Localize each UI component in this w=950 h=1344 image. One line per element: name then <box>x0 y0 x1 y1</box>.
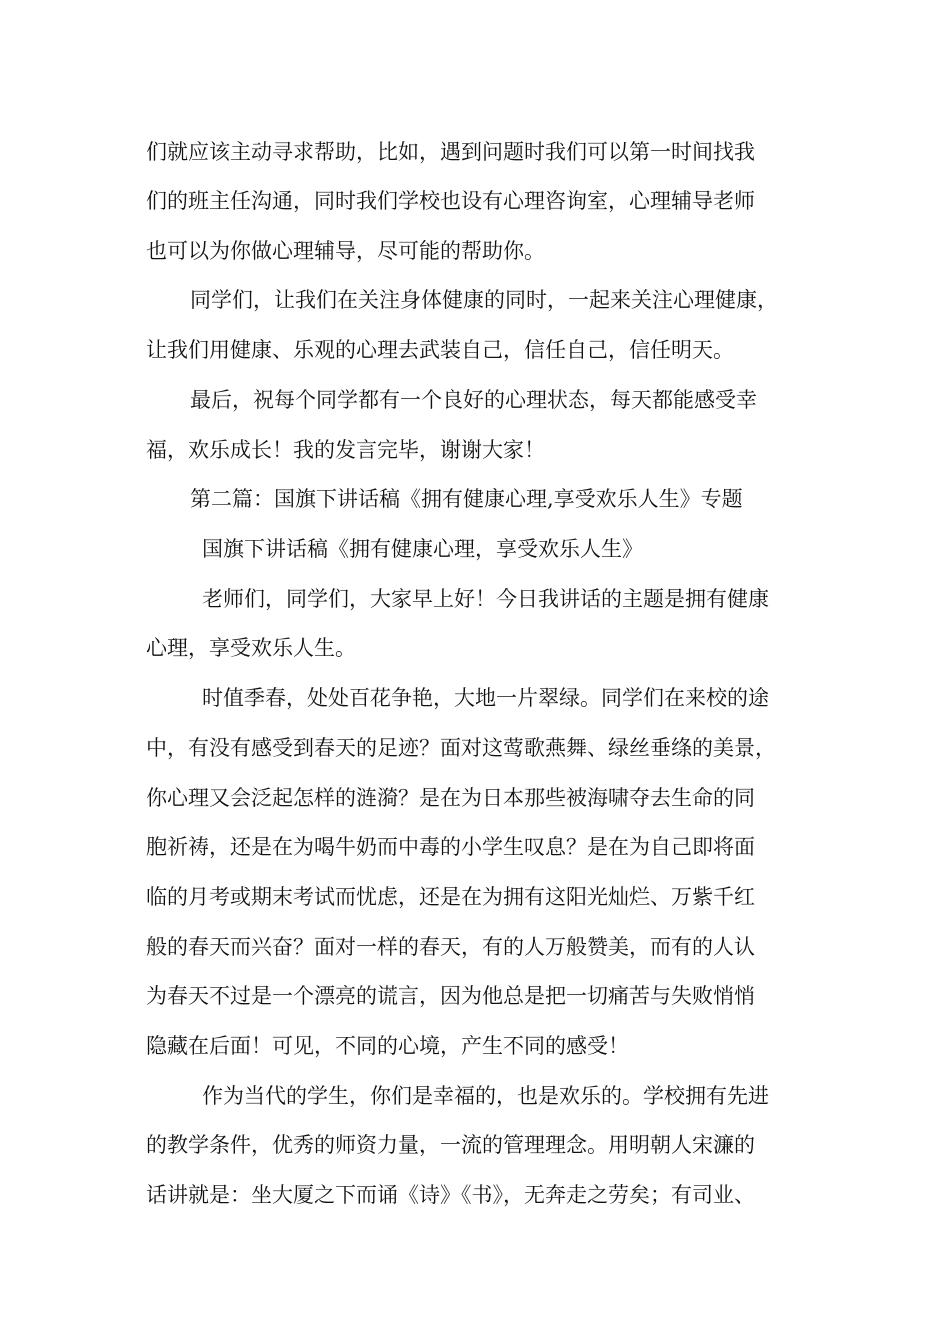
text-line: 临的月考或期末考试而忧虑，还是在为拥有这阳光灿烂、万紫千红 <box>146 885 755 909</box>
text-line: 福，欢乐成长！我的发言完毕，谢谢大家！ <box>146 438 545 462</box>
text-line: 话讲就是：坐大厦之下而诵《诗》《书》，无奔走之劳矣；有司业、 <box>146 1183 755 1207</box>
text-line: 老师们，同学们，大家早上好！今日我讲话的主题是拥有健康 <box>202 587 769 611</box>
text-line: 般的春天而兴奋？面对一样的春天，有的人万般赞美，而有的人认 <box>146 935 755 959</box>
text-line: 中，有没有感受到春天的足迹？面对这莺歌燕舞、绿丝垂绦的美景， <box>146 736 776 760</box>
text-line: 也可以为你做心理辅导，尽可能的帮助你。 <box>146 239 545 263</box>
text-line: 为春天不过是一个漂亮的谎言，因为他总是把一切痛苦与失败悄悄 <box>146 984 755 1008</box>
text-line: 最后，祝每个同学都有一个良好的心理状态，每天都能感受幸 <box>190 388 757 412</box>
text-line: 让我们用健康、乐观的心理去武装自己，信任自己，信任明天。 <box>146 338 734 362</box>
text-line: 们的班主任沟通，同时我们学校也设有心理咨询室，心理辅导老师 <box>146 189 755 213</box>
text-line: 胞祈祷，还是在为喝牛奶而中毒的小学生叹息？是在为自己即将面 <box>146 835 755 859</box>
text-line: 们就应该主动寻求帮助，比如，遇到问题时我们可以第一时间找我 <box>146 140 755 164</box>
text-line: 作为当代的学生，你们是幸福的，也是欢乐的。学校拥有先进 <box>202 1084 769 1108</box>
text-line: 你心理又会泛起怎样的涟漪？是在为日本那些被海啸夺去生命的同 <box>146 786 755 810</box>
section-heading: 第二篇：国旗下讲话稿《拥有健康心理,享受欢乐人生》专题 <box>190 487 743 511</box>
text-line: 隐藏在后面！可见，不同的心境，产生不同的感受！ <box>146 1034 629 1058</box>
text-line: 时值季春，处处百花争艳，大地一片翠绿。同学们在来校的途 <box>202 686 769 710</box>
text-line: 心理，享受欢乐人生。 <box>146 636 356 660</box>
speech-title: 国旗下讲话稿《拥有健康心理，享受欢乐人生》 <box>202 537 643 561</box>
text-line: 的教学条件，优秀的师资力量，一流的管理理念。用明朝人宋濂的 <box>146 1133 755 1157</box>
text-line: 同学们，让我们在关注身体健康的同时，一起来关注心理健康， <box>190 288 778 312</box>
